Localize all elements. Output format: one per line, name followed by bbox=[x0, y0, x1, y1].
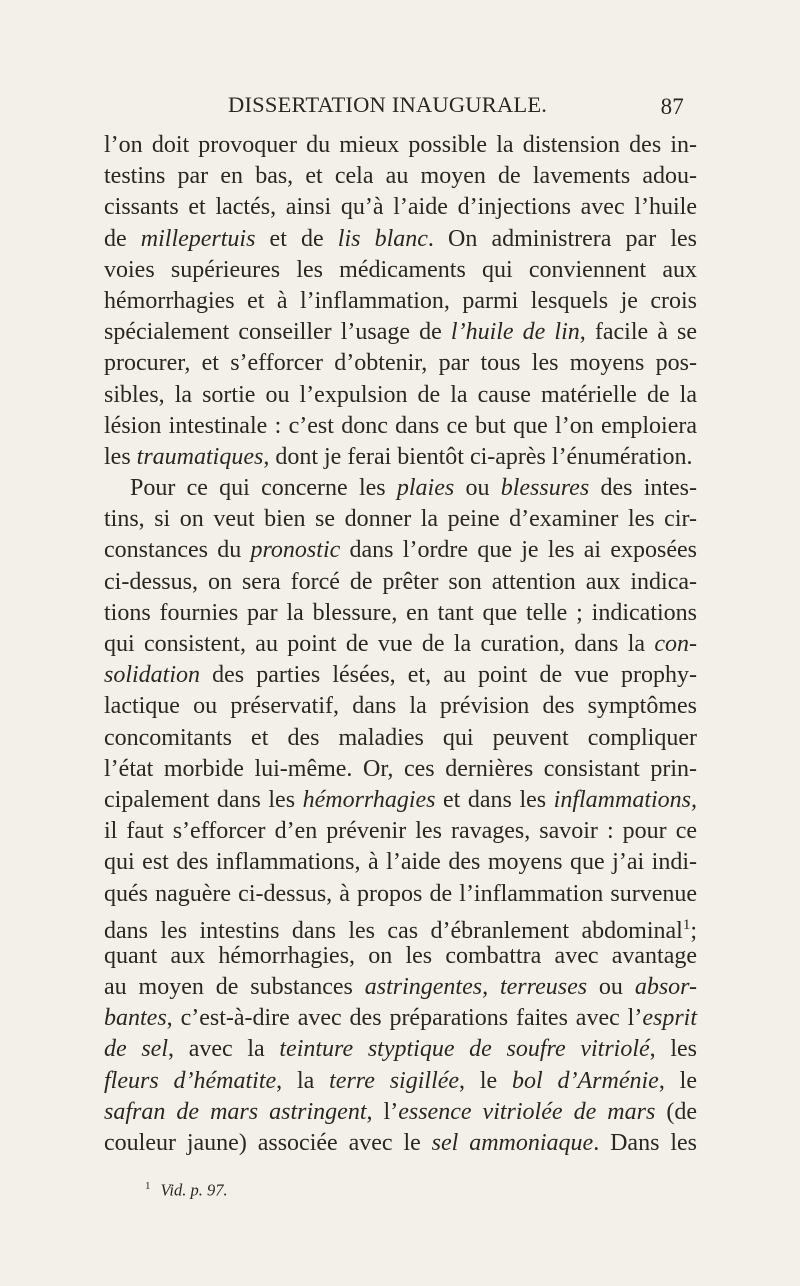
text-run: qués naguère ci-dessus, à propos de l’inflammation survenue bbox=[104, 880, 697, 907]
italic-term: essence vitriolée de mars bbox=[398, 1098, 656, 1125]
text-run: , c’est-à-dire avec des préparations faites avec l’ bbox=[166, 1005, 643, 1032]
text-line bbox=[104, 317, 697, 348]
text-line bbox=[104, 130, 697, 161]
text-line bbox=[104, 504, 697, 535]
text-run: , dont je ferai bientôt ci-après l’énumération. bbox=[263, 443, 693, 470]
text-line bbox=[104, 348, 697, 379]
italic-term: l’huile de lin bbox=[450, 319, 580, 346]
text-run: , les bbox=[649, 1036, 698, 1063]
text-run: testins par en bas, et cela au moyen de lavements adou- bbox=[104, 163, 697, 190]
italic-term: bantes bbox=[104, 1005, 167, 1032]
text-run: ou bbox=[454, 475, 501, 502]
italic-term: traumatiques bbox=[136, 443, 264, 470]
text-run: spécialement conseiller l’usage de bbox=[104, 319, 451, 346]
text-line bbox=[104, 754, 697, 785]
body-text bbox=[104, 130, 697, 1159]
text-run: lésion intestinale : c’est donc dans ce but que l’on emploiera bbox=[104, 412, 697, 439]
italic-term: de sel bbox=[104, 1036, 169, 1063]
text-line bbox=[104, 567, 697, 598]
footnote bbox=[145, 1180, 228, 1201]
footnote-mark: 1 bbox=[145, 1180, 151, 1192]
italic-term: inflammations, bbox=[553, 786, 697, 813]
italic-term: astringentes, terreuses bbox=[364, 974, 588, 1001]
italic-term: esprit bbox=[642, 1005, 697, 1032]
text-run: lactique ou préservatif, dans la prévision des symptômes bbox=[104, 693, 697, 720]
italic-term: fleurs d’hématite bbox=[104, 1067, 277, 1094]
text-run: hémorrhagies et à l’inflammation, parmi lesquels je crois bbox=[104, 287, 697, 314]
text-line bbox=[104, 380, 697, 411]
text-line bbox=[104, 660, 697, 691]
italic-term: teinture styptique de soufre vitriolé bbox=[279, 1036, 650, 1063]
text-line bbox=[104, 192, 697, 223]
text-run: couleur jaune) associée avec le bbox=[104, 1130, 432, 1156]
text-run: ; bbox=[690, 917, 697, 944]
text-run: Pour ce qui concerne les bbox=[130, 475, 397, 502]
text-line bbox=[104, 1003, 697, 1034]
text-line bbox=[104, 785, 697, 816]
text-line bbox=[104, 1066, 697, 1097]
italic-term: absor- bbox=[634, 974, 698, 1001]
text-run: et de bbox=[255, 225, 338, 252]
italic-term: hémorrhagies bbox=[302, 786, 436, 813]
italic-term: millepertuis bbox=[140, 225, 256, 252]
text-run: il faut s’efforcer d’en prévenir les ravages, savoir : pour ce bbox=[104, 818, 697, 845]
italic-term: safran de mars astringent bbox=[104, 1098, 367, 1125]
text-line bbox=[104, 1128, 697, 1159]
text-run: au moyen de substances bbox=[104, 974, 365, 1001]
text-run: ci-dessus, on sera forcé de prêter son attention aux indica- bbox=[104, 568, 697, 595]
text-line bbox=[104, 535, 697, 566]
text-run: . On administrera par les bbox=[427, 225, 697, 252]
footnote-text: Vid. p. 97. bbox=[160, 1180, 228, 1200]
text-line bbox=[104, 972, 697, 1003]
text-run: des parties lésées, et, au point de vue prophy- bbox=[200, 662, 697, 689]
text-line bbox=[104, 879, 697, 910]
italic-term: sel ammoniaque bbox=[431, 1130, 594, 1156]
italic-term: blessures bbox=[500, 475, 590, 502]
text-line bbox=[104, 723, 697, 754]
text-run: , avec la bbox=[168, 1036, 280, 1063]
footnote-ref: 1 bbox=[682, 916, 691, 933]
text-line bbox=[104, 847, 697, 878]
text-line bbox=[104, 691, 697, 722]
text-line bbox=[104, 161, 697, 192]
text-line bbox=[104, 286, 697, 317]
text-run: l’on doit provoquer du mieux possible la distension des in- bbox=[104, 132, 697, 158]
text-run: (de bbox=[655, 1098, 697, 1125]
text-run: ou bbox=[587, 974, 635, 1001]
text-line bbox=[104, 255, 697, 286]
running-header bbox=[228, 92, 684, 126]
text-run: des intes- bbox=[589, 475, 698, 502]
text-run: constances du bbox=[104, 537, 251, 564]
text-run: , la bbox=[276, 1067, 330, 1094]
text-line bbox=[104, 1034, 697, 1065]
text-line bbox=[104, 411, 697, 442]
italic-term: lis blanc bbox=[337, 225, 428, 252]
text-run: les bbox=[104, 443, 137, 470]
text-run: . Dans les bbox=[593, 1130, 697, 1156]
text-line bbox=[104, 442, 697, 473]
text-line bbox=[104, 941, 697, 972]
italic-term: bol d’Arménie bbox=[512, 1067, 659, 1094]
text-run: concomitants et des maladies qui peuvent compliquer bbox=[104, 724, 697, 751]
text-run: qui est des inflammations, à l’aide des moyens que j’ai indi- bbox=[104, 849, 697, 876]
text-run: dans les intestins dans les cas d’ébranlement abdominal bbox=[104, 917, 683, 944]
text-line bbox=[104, 598, 697, 629]
italic-term: plaies bbox=[396, 475, 455, 502]
text-run: , l’ bbox=[366, 1098, 399, 1125]
text-run: dans l’ordre que je les ai exposées bbox=[340, 537, 697, 564]
text-line bbox=[104, 816, 697, 847]
running-title: DISSERTATION INAUGURALE. bbox=[228, 92, 548, 117]
text-line bbox=[104, 629, 697, 660]
italic-term: solidation bbox=[104, 662, 201, 689]
text-run: , le bbox=[459, 1067, 513, 1094]
italic-term: pronostic bbox=[250, 537, 341, 564]
italic-term: terre sigillée bbox=[329, 1067, 460, 1094]
text-line bbox=[104, 224, 697, 255]
text-run: cipalement dans les bbox=[104, 786, 303, 813]
text-run: , le bbox=[658, 1067, 697, 1094]
page-number: 87 bbox=[660, 94, 684, 119]
text-run: , facile à se bbox=[579, 319, 697, 346]
text-run: qui consistent, au point de vue de la curation, dans la bbox=[104, 631, 655, 657]
text-run: quant aux hémorrhagies, on les combattra avec avantage bbox=[104, 942, 697, 969]
text-run: l’état morbide lui-même. Or, ces dernières consistant prin- bbox=[104, 755, 697, 782]
text-run: voies supérieures les médicaments qui conviennent aux bbox=[104, 256, 697, 283]
text-run: procurer, et s’efforcer d’obtenir, par tous les moyens pos- bbox=[104, 350, 697, 377]
text-run: et dans les bbox=[435, 786, 554, 813]
text-run: tions fournies par la blessure, en tant que telle ; indications bbox=[104, 599, 697, 626]
text-run: de bbox=[104, 225, 141, 252]
text-run: tins, si on veut bien se donner la peine d’examiner les cir- bbox=[104, 506, 697, 533]
text-run: sibles, la sortie ou l’expulsion de la cause matérielle de la bbox=[104, 381, 697, 408]
text-line bbox=[104, 910, 697, 944]
text-line bbox=[104, 473, 697, 504]
text-line bbox=[104, 1097, 697, 1128]
italic-term: con- bbox=[654, 631, 697, 657]
text-run: cissants et lactés, ainsi qu’à l’aide d’injections avec l’huile bbox=[104, 194, 697, 221]
